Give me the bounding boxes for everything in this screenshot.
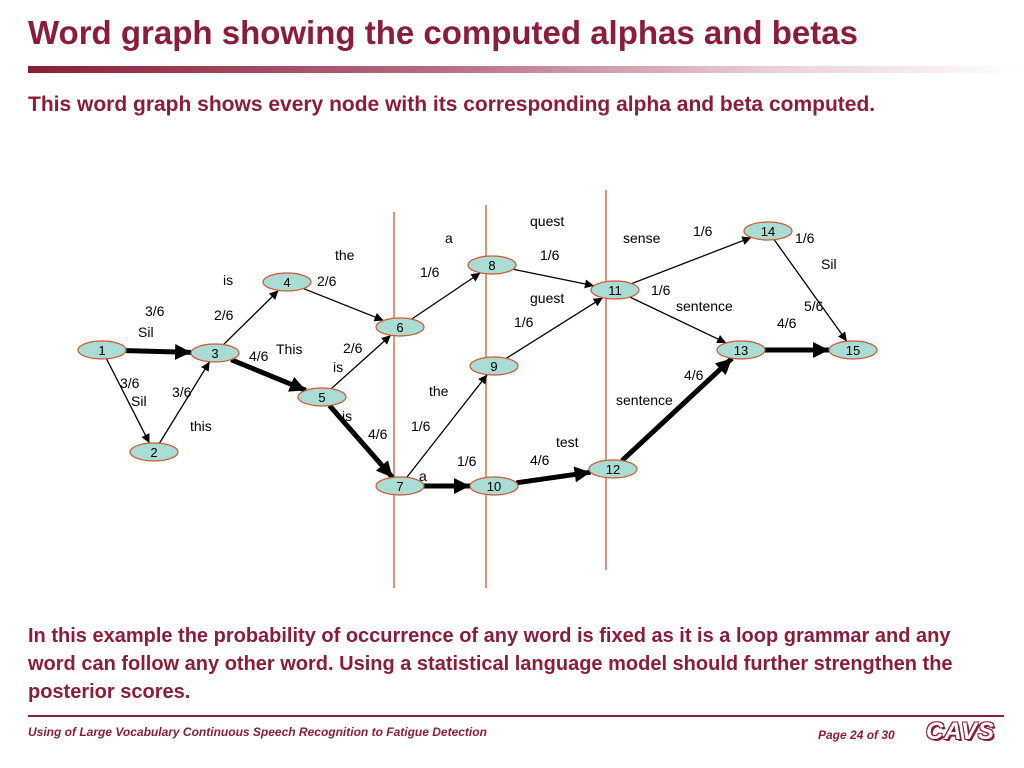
graph-node-label: 12 [605,462,621,477]
edge-label: Sil [821,256,837,272]
cavs-logo: CAVS [926,718,995,745]
edge-label: 4/6 [530,452,550,468]
edge-label: 3/6 [172,384,192,400]
graph-node-label: 15 [845,343,861,358]
edge-label: 4/6 [777,315,797,331]
edge-label: this [190,418,212,434]
edge-label: 3/6 [120,375,140,391]
graph-edge [231,360,306,391]
edge-label: This [276,341,303,357]
graph-node-label: 1 [98,343,106,358]
conclusion-text: In this example the probability of occurrence of any word is fixed as it is a loop grammar and any word can follow any other word. Using a statistical language model should further strengthen the posterior scores. [28,625,953,703]
word-graph-diagram [0,140,1024,600]
edge-label: Sil [138,324,154,340]
intro-text: This word graph shows every node with its corresponding alpha and beta computed. [28,93,876,116]
graph-node-label: 3 [211,346,219,361]
edge-label: sentence [616,392,673,408]
graph-node-label: 13 [733,343,749,358]
graph-node-label: 2 [150,445,158,460]
page-number: Page 24 of 30 [818,728,895,742]
edge-label: a [445,230,453,246]
graph-node-label: 11 [608,283,622,298]
edge-label: 2/6 [214,307,234,323]
title-divider [28,66,1024,73]
edge-label: 4/6 [684,367,704,383]
edge-label: 3/6 [145,303,165,319]
edge-label: 1/6 [514,314,534,330]
graph-edge [622,358,732,460]
graph-node-label: 8 [488,258,496,273]
graph-node-label: 14 [760,224,776,239]
edge-label: the [335,247,355,263]
edge-label: 4/6 [249,348,269,364]
graph-node-label: 9 [490,359,498,374]
edge-label: test [556,434,579,450]
slide-title: Word graph showing the computed alphas and betas [28,14,858,51]
edge-label: sense [623,230,661,246]
graph-edge [126,351,191,353]
edge-label: 1/6 [411,418,431,434]
graph-edge [303,289,383,321]
edge-label: guest [530,290,565,306]
edge-label: 1/6 [540,247,560,263]
graph-edge [516,472,590,483]
edge-label: 1/6 [651,282,671,298]
edge-label: is [223,272,234,288]
edge-label: 2/6 [317,273,337,289]
edge-label: Sil [131,393,147,409]
edge-label: sentence [676,298,733,314]
edge-label: is [333,359,344,375]
edge-label: 4/6 [368,426,388,442]
edge-label: quest [530,213,565,229]
graph-node-label: 4 [283,275,291,290]
edge-label: is [342,408,353,424]
graph-node-label: 6 [396,320,404,335]
edge-label: 2/6 [343,340,363,356]
edge-label: 5/6 [804,298,824,314]
graph-node-label: 10 [486,479,502,494]
edge-label: 1/6 [420,264,440,280]
graph-node-label: 5 [318,390,326,405]
footer-divider [28,715,1004,717]
edge-label: 1/6 [693,223,713,239]
edge-label: 1/6 [457,453,477,469]
edge-label: 1/6 [795,230,815,246]
edge-label: the [429,383,449,399]
footer-presentation-title: Using of Large Vocabulary Continuous Speech Recognition to Fatigue Detection [28,725,487,739]
graph-node-label: 7 [396,479,404,494]
graph-edge [513,269,594,285]
edge-label: a [419,468,427,484]
